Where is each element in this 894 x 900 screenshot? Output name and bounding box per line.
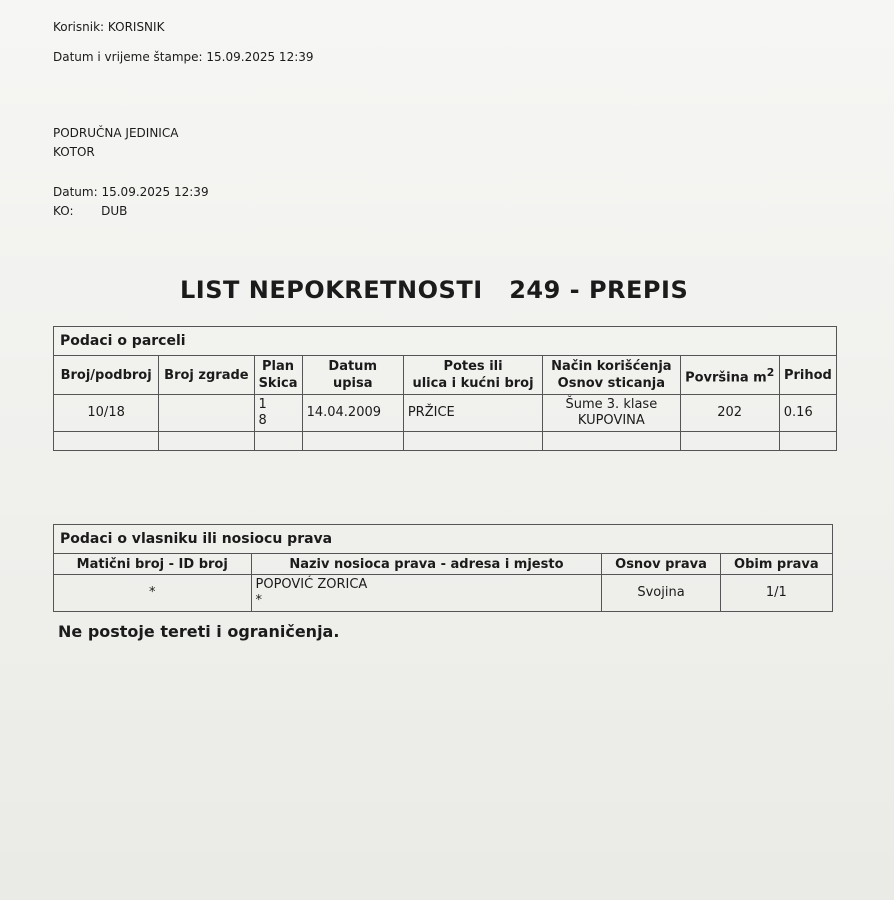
parcel-row	[54, 395, 837, 432]
date-label: Datum:	[53, 185, 98, 199]
col-plan-skica	[254, 356, 302, 395]
parcel-table	[53, 326, 837, 451]
user-line	[53, 20, 164, 34]
parcel-empty-row	[54, 432, 837, 451]
cell-osnov-value: KUPOVINA	[577, 413, 645, 428]
col-povrsina-sup: 2	[766, 365, 775, 379]
cell-zgrada	[159, 395, 254, 432]
cell-owner-address: *	[255, 593, 262, 608]
col-povrsina-label: Površina m	[685, 370, 767, 386]
print-label: Datum i vrijeme štampe:	[53, 50, 203, 64]
cell-skica: 8	[258, 413, 267, 428]
cell-nacin	[543, 395, 680, 432]
col-nacin	[543, 356, 680, 395]
col-potes-line1: Potes ili	[443, 359, 503, 374]
cell-datum: 14.04.2009	[302, 395, 403, 432]
col-naziv-nosioca: Naziv nosioca prava - adresa i mjesto	[251, 554, 602, 575]
col-datum-upisa: Datum upisa	[302, 356, 403, 395]
document-title: LIST NEPOKRETNOSTI 249 - PREPIS	[180, 276, 689, 304]
cell-broj: 10/18	[54, 395, 159, 432]
ko-line	[53, 204, 127, 218]
cell-potes: PRŽICE	[403, 395, 542, 432]
cell-osnov-prava: Svojina	[602, 575, 720, 612]
cell-plan: 1	[258, 397, 267, 412]
user-value: KORISNIK	[107, 20, 165, 34]
cell-maticni: *	[54, 575, 252, 612]
col-nacin-line2: Osnov sticanja	[557, 376, 666, 391]
user-label: Korisnik:	[53, 20, 105, 34]
col-nacin-line1: Način korišćenja	[551, 359, 672, 374]
cell-owner-name: POPOVIĆ ZORICA	[255, 577, 368, 592]
encumbrance-note: Ne postoje tereti i ograničenja.	[58, 622, 340, 641]
col-plan-label: Plan	[262, 359, 295, 374]
col-broj-zgrade: Broj zgrade	[159, 356, 254, 395]
col-potes	[403, 356, 542, 395]
col-obim-prava: Obim prava	[720, 554, 832, 575]
cell-naziv	[251, 575, 602, 612]
cell-povrsina: 202	[680, 395, 779, 432]
unit-city: KOTOR	[53, 145, 95, 159]
col-maticni-broj: Matični broj - ID broj	[54, 554, 252, 575]
col-broj-podbroj: Broj/podbroj	[54, 356, 159, 395]
col-potes-line2: ulica i kućni broj	[412, 376, 534, 391]
owner-row	[54, 575, 833, 612]
print-value: 15.09.2025 12:39	[206, 50, 314, 64]
ko-label: KO:	[53, 204, 74, 218]
cell-prihod: 0.16	[779, 395, 836, 432]
cell-plan-skica	[254, 395, 302, 432]
owner-table	[53, 524, 833, 612]
ko-value: DUB	[101, 204, 128, 218]
cell-obim-prava: 1/1	[720, 575, 832, 612]
unit-name: PODRUČNA JEDINICA	[53, 126, 179, 140]
col-osnov-prava: Osnov prava	[602, 554, 720, 575]
date-line	[53, 185, 209, 199]
parcel-section-heading: Podaci o parceli	[54, 327, 837, 356]
print-datetime-line	[53, 50, 314, 64]
cell-nacin-value: Šume 3. klase	[565, 397, 658, 412]
date-value: 15.09.2025 12:39	[101, 185, 209, 199]
col-povrsina	[680, 356, 779, 395]
owner-section-heading: Podaci o vlasniku ili nosiocu prava	[54, 525, 833, 554]
col-skica-label: Skica	[258, 376, 298, 391]
col-prihod: Prihod	[779, 356, 836, 395]
